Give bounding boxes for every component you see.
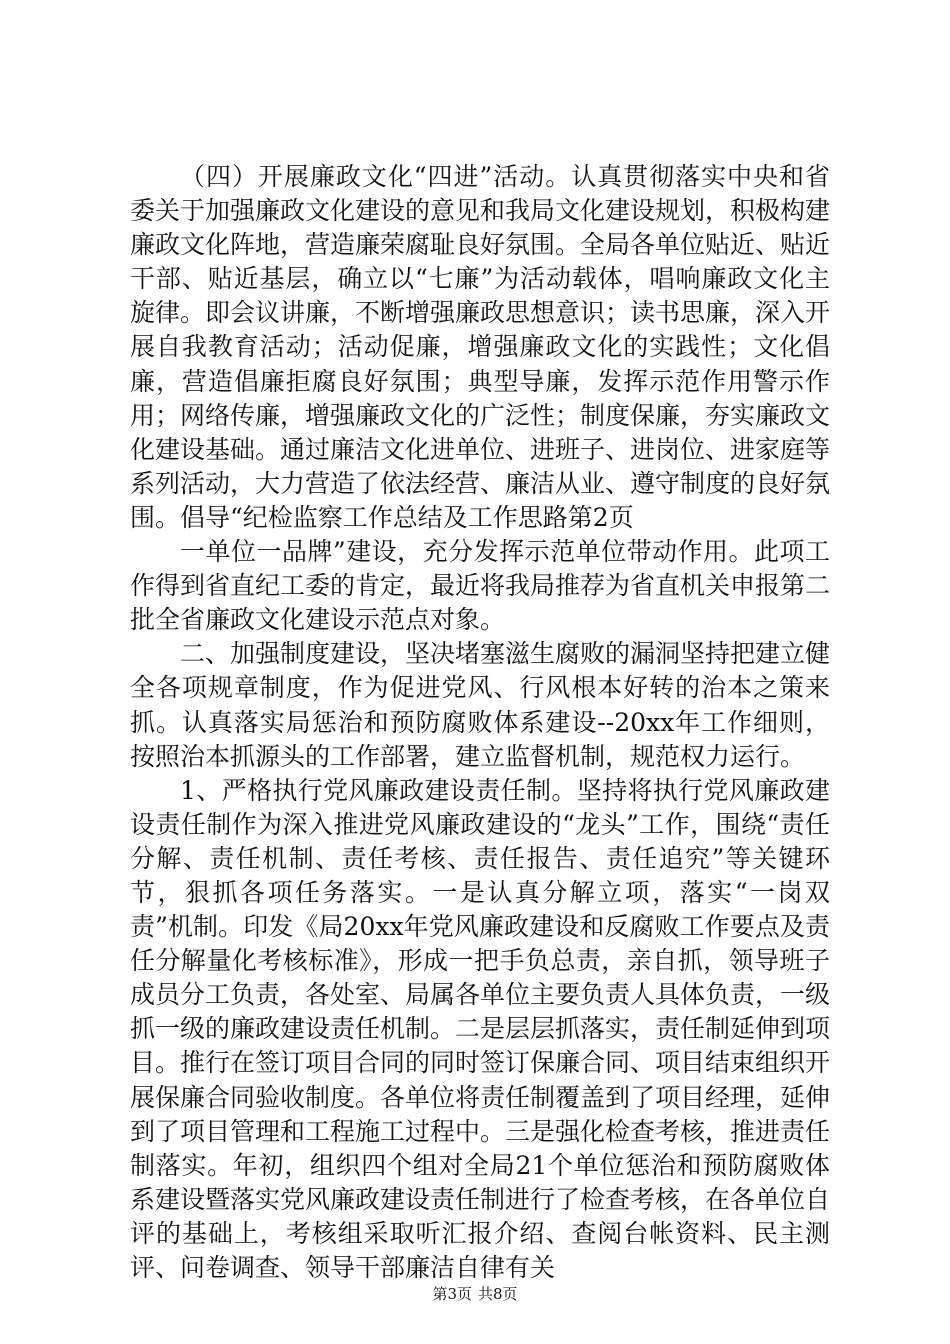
page-footer [0, 1284, 950, 1304]
paragraph-cultural-activities: （四）开展廉政文化“四进”活动。认真贯彻落实中央和省委关于加强廉政文化建设的意见和我局文化建设规划，积极构建廉政文化阵地，营造廉荣腐耻良好氛围。全局各单位贴近、贴近干部、贴近基层，确立以“七廉”为活动载体，唱响廉政文化主旋律。即会议讲廉，不断增强廉政思想意识；读书思廉，深入开展自我教育活动；活动促廉，增强廉政文化的实践性；文化倡廉，营造倡廉拒腐良好氛围；典型导廉，发挥示范作用警示作用；网络传廉，增强廉政文化的广泛性；制度保廉，夯实廉政文化建设基础。通过廉洁文化进单位、进班子、进岗位、进家庭等系列活动，大力营造了依法经营、廉洁从业、遵守制度的良好氛围。倡导“纪检监察工作总结及工作思路第2页 [130, 162, 831, 532]
paragraph-one-unit-one-brand: 一单位一品牌”建设，充分发挥示范单位带动作用。此项工作得到省直纪工委的肯定，最近将我局推荐为省直机关申报第二批全省廉政文化建设示范点对象。 [130, 537, 831, 635]
document-body [130, 160, 830, 1285]
page-number-current: 第3页 [432, 1285, 472, 1303]
paragraph-responsibility-system: 1、严格执行党风廉政建设责任制。坚持将执行党风廉政建设责任制作为深入推进党风廉政建设的“龙头”工作，围绕“责任分解、责任机制、责任考核、责任报告、责任追究”等关键环节，狠抓各项任务落实。一是认真分解立项，落实“一岗双责”机制。印发《局20xx年党风廉政建设和反腐败工作要点及责任分解量化考核标准》，形成一把手负总责，亲自抓，领导班子成员分工负责，各处室、局属各单位主要负责人具体负责，一级抓一级的廉政建设责任机制。二是层层抓落实，责任制延伸到项目。推行在签订项目合同的同时签订保廉合同、项目结束组织开展保廉合同验收制度。各单位将责任制覆盖到了项目经理，延伸到了项目管理和工程施工过程中。三是强化检查考核，推进责任制落实。年初，组织四个组对全局21个单位惩治和预防腐败体系建设暨落实党风廉政建设责任制进行了检查考核，在各单位自评的基础上，考核组采取听汇报介绍、查阅台帐资料、民主测评、问卷调查、领导干部廉洁自律有关 [130, 775, 831, 1282]
paragraph-system-construction: 二、加强制度建设，坚决堵塞滋生腐败的漏洞坚持把建立健全各项规章制度，作为促进党风、行风根本好转的治本之策来抓。认真落实局惩治和预防腐败体系建设--20xx年工作细则，按照治本抓源头的工作部署，建立监督机制，规范权力运行。 [130, 639, 831, 771]
page-number-total: 共8页 [478, 1285, 518, 1303]
